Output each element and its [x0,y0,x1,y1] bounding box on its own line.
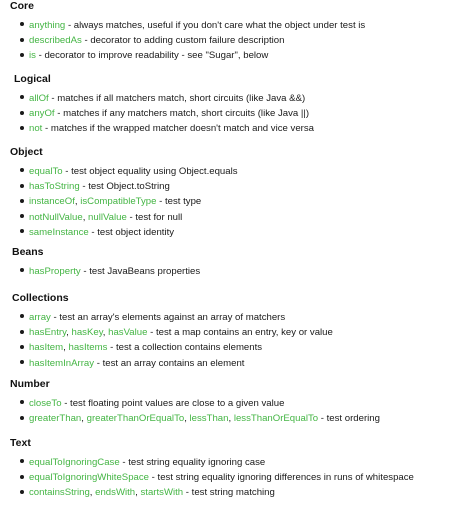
section-heading-collections: Collections [12,292,69,304]
list-item [20,398,284,410]
list-item [20,227,174,239]
link-separator: , [89,487,96,499]
matcher-description: - test string equality ignoring differences in runs of whitespace [149,472,414,484]
matcher-link[interactable]: hasToString [29,181,80,193]
bullet-icon [20,168,24,172]
matcher-link[interactable]: equalTo [29,166,63,177]
matcher-link[interactable]: hasItemInArray [29,357,95,369]
section-heading-text: Text [10,437,31,449]
matcher-link[interactable]: nullValue [88,211,127,223]
list-item [20,472,414,484]
list-item [20,123,314,135]
matcher-link[interactable]: greaterThan [29,413,82,425]
matcher-link[interactable]: hasProperty [29,266,81,277]
section-heading-number: Number [10,378,50,390]
list-item [20,327,333,339]
list-item [20,166,238,178]
list-item [20,312,285,324]
bullet-icon [20,360,24,364]
matcher-link[interactable]: hasItem [29,342,64,354]
link-separator: , [81,413,87,425]
matcher-description: - test string equality ignoring case [119,457,266,468]
section-heading-logical: Logical [14,73,51,85]
matcher-description: - test object identity [88,226,175,238]
matcher-description: - matches if all matchers match, short circuits (like Java &&) [48,93,306,104]
bullet-icon [20,459,24,463]
bullet-icon [20,490,24,494]
list-item [20,358,244,370]
section-heading-core: Core [10,0,34,12]
matcher-link[interactable]: containsString [29,487,90,499]
list-item [20,212,182,224]
matcher-description: - test an array's elements against an array of matchers [50,312,286,323]
matcher-link[interactable]: lessThan [189,413,229,425]
bullet-icon [20,22,24,26]
bullet-icon [20,184,24,188]
matcher-link[interactable]: notNullValue [29,211,83,223]
link-separator: , [66,327,72,339]
matcher-link[interactable]: hasItems [68,342,108,354]
link-separator: , [135,487,141,499]
matcher-link[interactable]: equalToIgnoringWhiteSpace [29,472,150,484]
bullet-icon [20,268,24,272]
list-item [20,108,309,120]
matcher-link[interactable]: hasValue [108,327,148,339]
link-separator: , [82,211,89,223]
list-item [20,93,305,105]
list-item [20,413,380,425]
bullet-icon [20,314,24,318]
matcher-description: - decorator to adding custom failure description [81,35,285,47]
matcher-link[interactable]: closeTo [29,398,62,409]
bullet-icon [20,345,24,349]
bullet-icon [20,126,24,130]
list-item [20,20,365,32]
list-item [20,181,170,193]
matcher-link[interactable]: hasKey [71,327,103,339]
bullet-icon [20,229,24,233]
matcher-link[interactable]: describedAs [29,35,82,47]
matcher-link[interactable]: equalToIgnoringCase [29,457,120,468]
bullet-icon [20,330,24,334]
matcher-description: - test type [156,196,202,208]
bullet-icon [20,400,24,404]
matcher-description: - test ordering [318,413,380,425]
link-separator: , [228,413,234,425]
matcher-link[interactable]: isCompatibleType [80,196,157,208]
list-item [20,266,200,278]
list-item [20,35,284,47]
section-heading-beans: Beans [12,246,44,258]
matcher-link[interactable]: hasEntry [29,327,67,339]
bullet-icon [20,214,24,218]
matcher-description: - matches if any matchers match, short circuits (like Java ||) [54,108,310,120]
list-item [20,457,265,469]
bullet-icon [20,416,24,420]
matcher-link[interactable]: array [29,312,51,323]
matcher-description: - decorator to improve readability - see "Sugar", below [35,50,269,62]
matcher-description: - test a map contains an entry, key or value [147,327,333,339]
section-heading-object: Object [10,146,43,158]
matcher-link[interactable]: sameInstance [29,226,89,238]
list-item [20,342,262,354]
link-separator: , [102,327,109,339]
matcher-link[interactable]: endsWith [95,487,136,499]
matcher-link[interactable]: greaterThanOrEqualTo [86,413,185,425]
matcher-description: - always matches, useful if you don't care what the object under test is [65,20,366,31]
list-item [20,50,268,62]
matcher-description: - matches if the wrapped matcher doesn't match and vice versa [42,123,314,135]
bullet-icon [20,111,24,115]
bullet-icon [20,199,24,203]
matcher-link[interactable]: startsWith [140,487,184,499]
matcher-link[interactable]: allOf [29,93,49,104]
matcher-link[interactable]: lessThanOrEqualTo [233,413,319,425]
matcher-description: - test object equality using Object.equals [62,166,238,177]
matcher-description: - test JavaBeans properties [80,266,201,277]
bullet-icon [20,475,24,479]
matcher-link[interactable]: instanceOf [29,196,75,208]
matcher-link[interactable]: is [29,50,36,62]
matcher-link[interactable]: anything [29,20,66,31]
matcher-description: - test an array contains an element [94,357,245,369]
bullet-icon [20,53,24,57]
link-separator: , [74,196,81,208]
matcher-link[interactable]: anyOf [29,108,55,120]
bullet-icon [20,95,24,99]
list-item [20,196,201,208]
list-item [20,487,275,499]
matcher-description: - test for null [126,211,183,223]
link-separator: , [63,342,69,354]
matcher-description: - test a collection contains elements [107,342,263,354]
matcher-description: - test Object.toString [79,181,170,193]
link-separator: , [184,413,190,425]
matcher-link[interactable]: not [29,123,43,135]
matcher-description: - test floating point values are close to a given value [61,398,285,409]
matcher-description: - test string matching [183,487,275,499]
bullet-icon [20,38,24,42]
